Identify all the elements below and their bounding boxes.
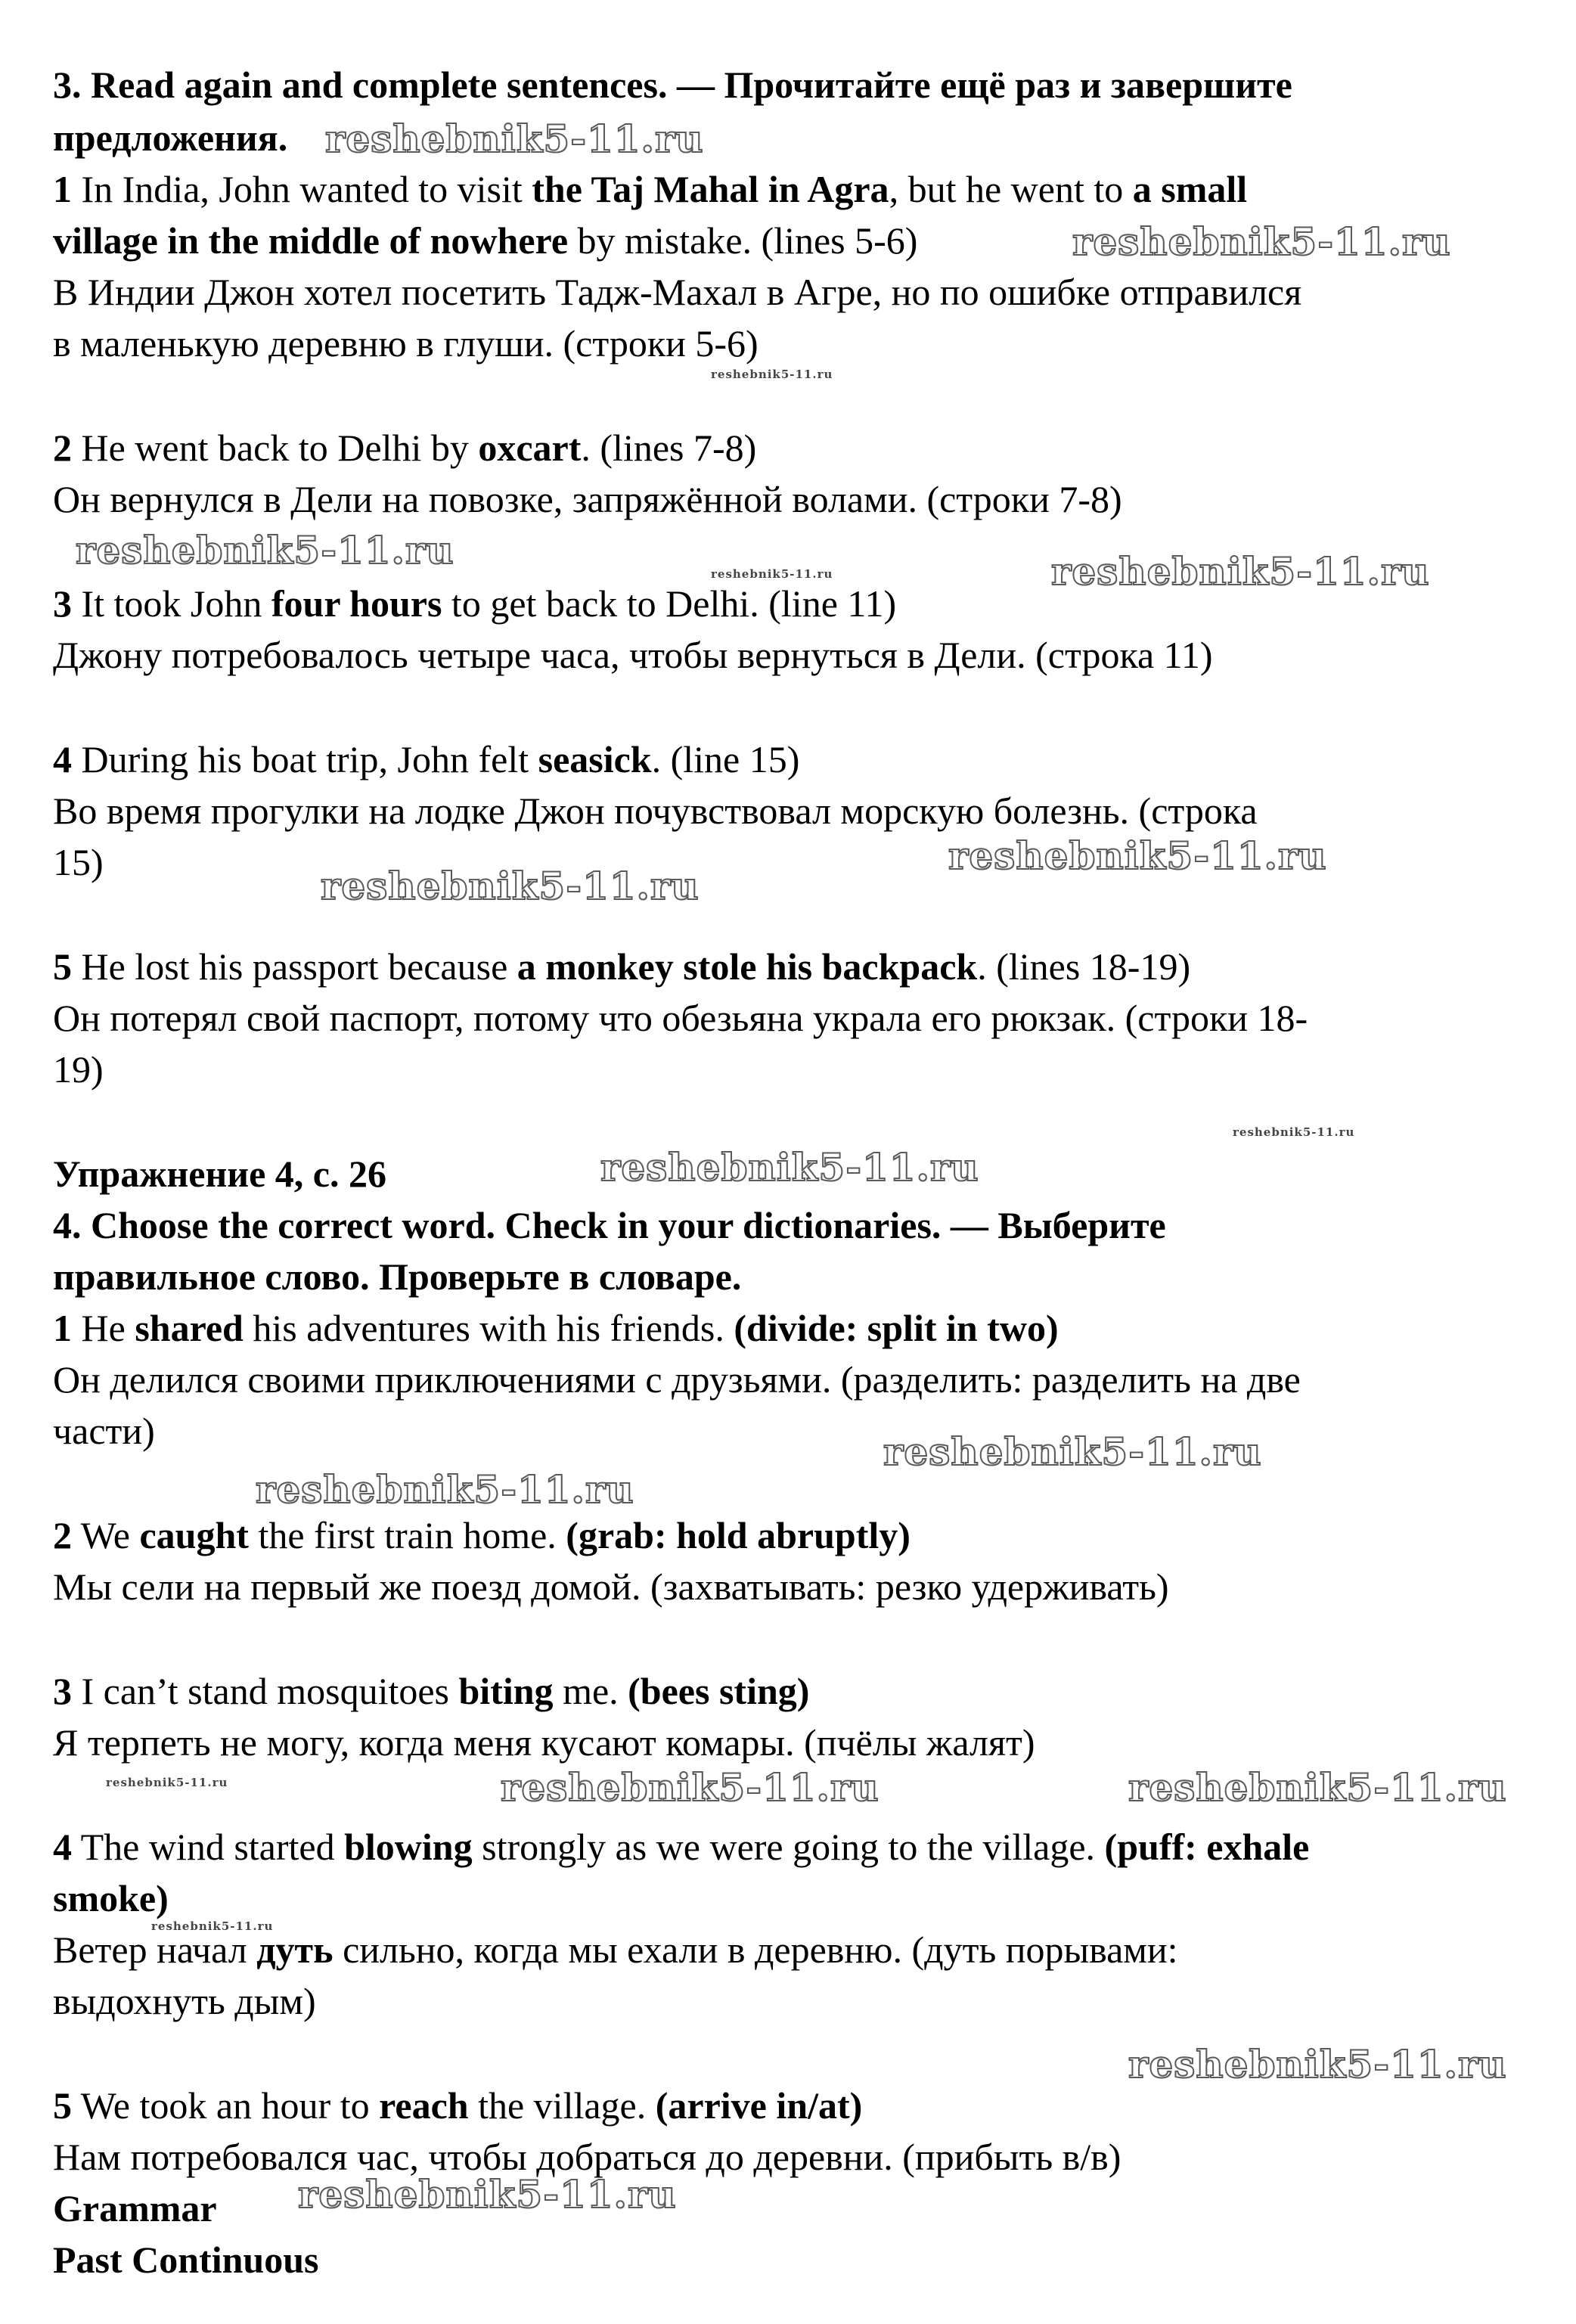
s3-item4-ru-line1: Во время прогулки на лодке Джон почувствовал морскую болезнь. (строка <box>53 790 1258 832</box>
section3-title-cont: предложения. <box>53 116 288 159</box>
watermark: reshebnik5-11.ru <box>711 567 833 581</box>
watermark: reshebnik5-11.ru <box>106 1776 228 1789</box>
exercise4-title-line2: правильное слово. Проверьте в словаре. <box>53 1255 742 1298</box>
ex4-item3-en: 3 I can’t stand mosquitoes biting me. (bees sting) <box>53 1670 810 1712</box>
s3-item4-en: 4 During his boat trip, John felt seasick. (line 15) <box>53 738 800 780</box>
s3-item1-en-line1: 1 In India, John wanted to visit the Taj Mahal in Agra, but he went to a small <box>53 168 1248 210</box>
watermark: reshebnik5-11.ru <box>1051 549 1430 594</box>
watermark: reshebnik5-11.ru <box>298 2172 677 2217</box>
ex4-item5-ru: Нам потребовался час, чтобы добраться до деревни. (прибыть в/в) <box>53 2136 1122 2178</box>
ex4-item2-en: 2 We caught the first train home. (grab: hold abruptly) <box>53 1514 911 1556</box>
watermark: reshebnik5-11.ru <box>325 116 704 161</box>
section3-title: 3. Read again and complete sentences. — Прочитайте ещё раз и завершите <box>53 64 1292 106</box>
grammar-heading: Grammar <box>53 2187 217 2229</box>
watermark: reshebnik5-11.ru <box>1128 1765 1507 1810</box>
ex4-item2-ru: Мы сели на первый же поезд домой. (захватывать: резко удерживать) <box>53 1565 1169 1608</box>
s3-item3-en: 3 It took John four hours to get back to Delhi. (line 11) <box>53 582 897 625</box>
ex4-item3-ru: Я терпеть не могу, когда меня кусают комары. (пчёлы жалят) <box>53 1721 1035 1764</box>
watermark: reshebnik5-11.ru <box>1072 219 1451 264</box>
s3-item4-ru-line2: 15) <box>53 841 104 883</box>
s3-item5-ru-line1: Он потерял свой паспорт, потому что обезьяна украла его рюкзак. (строки 18- <box>53 997 1308 1039</box>
s3-item5-ru-line2: 19) <box>53 1048 104 1091</box>
watermark: reshebnik5-11.ru <box>151 1919 274 1933</box>
ex4-item1-en: 1 He shared his adventures with his friends. (divide: split in two) <box>53 1307 1059 1349</box>
ex4-item1-ru-line1: Он делился своими приключениями с друзьями. (разделить: разделить на две <box>53 1358 1301 1401</box>
exercise4-title-line1: 4. Choose the correct word. Check in your dictionaries. — Выберите <box>53 1204 1166 1246</box>
s3-item1-ru-line1: В Индии Джон хотел посетить Тадж-Махал в Агре, но по ошибке отправился <box>53 271 1302 313</box>
ex4-item4-en-line1: 4 The wind started blowing strongly as we were going to the village. (puff: exhale <box>53 1826 1310 1868</box>
watermark: reshebnik5-11.ru <box>321 864 700 908</box>
s3-item1-ru-line2: в маленькую деревню в глуши. (строки 5-6) <box>53 322 759 365</box>
ex4-item5-en: 5 We took an hour to reach the village. (arrive in/at) <box>53 2084 863 2127</box>
ex4-item1-ru-line2: части) <box>53 1410 155 1452</box>
watermark: reshebnik5-11.ru <box>256 1467 634 1512</box>
watermark: reshebnik5-11.ru <box>711 368 833 381</box>
exercise4-heading: Упражнение 4, с. 26 <box>53 1153 386 1195</box>
grammar-subheading: Past Continuous <box>53 2239 319 2281</box>
ex4-item4-en-line2: smoke) <box>53 1877 169 1919</box>
watermark: reshebnik5-11.ru <box>883 1429 1262 1474</box>
s3-item1-en-line2: village in the middle of nowhere by mistake. (lines 5-6) <box>53 219 918 262</box>
watermark: reshebnik5-11.ru <box>1233 1125 1355 1139</box>
watermark: reshebnik5-11.ru <box>501 1765 880 1810</box>
s3-item3-ru: Джону потребовалось четыре часа, чтобы вернуться в Дели. (строка 11) <box>53 634 1213 676</box>
s3-item2-ru: Он вернулся в Дели на повозке, запряжённой волами. (строки 7-8) <box>53 478 1122 520</box>
watermark: reshebnik5-11.ru <box>1128 2042 1507 2087</box>
watermark: reshebnik5-11.ru <box>948 833 1327 878</box>
watermark: reshebnik5-11.ru <box>76 528 454 572</box>
ex4-item4-ru-line1: Ветер начал дуть сильно, когда мы ехали в деревню. (дуть порывами: <box>53 1928 1178 1971</box>
watermark: reshebnik5-11.ru <box>600 1145 979 1190</box>
s3-item5-en: 5 He lost his passport because a monkey stole his backpack. (lines 18-19) <box>53 945 1191 988</box>
s3-item2-en: 2 He went back to Delhi by oxcart. (lines 7-8) <box>53 427 757 469</box>
ex4-item4-ru-line2: выдохнуть дым) <box>53 1980 316 2022</box>
